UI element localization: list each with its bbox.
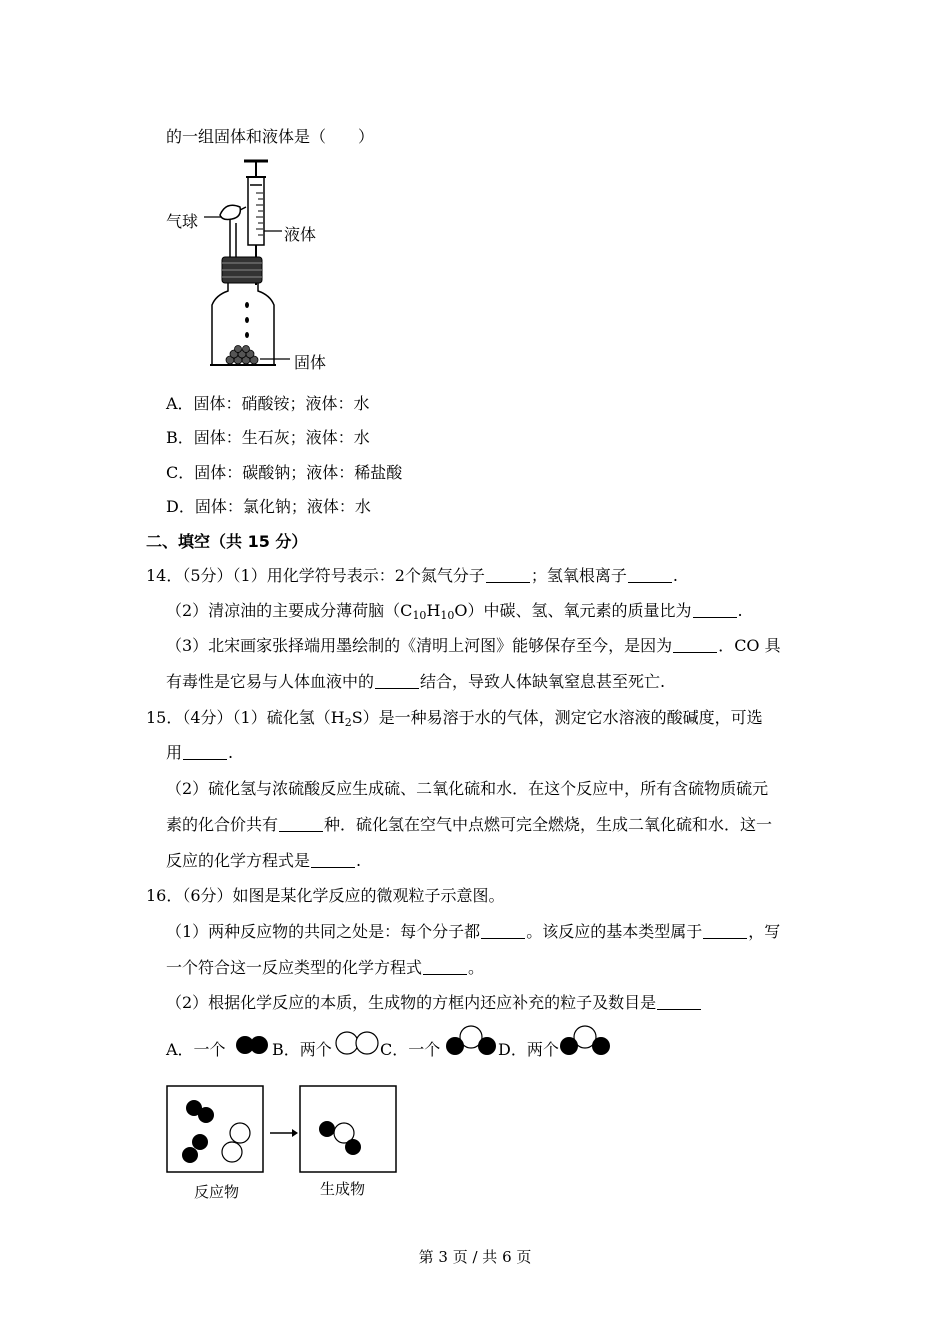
q14-line2: （2）清凉油的主要成分薄荷脑$(C_{10}H_{10}O)$中碳、氢、氧元素的质量比为 .	[166, 601, 743, 622]
option-a: A．固体：硝酸铵；液体：水	[166, 394, 370, 413]
q15-line2: 用 .	[166, 743, 234, 762]
label-liquid: 液体	[284, 225, 317, 244]
option-c: C．固体：碳酸钠；液体：稀盐酸	[166, 463, 403, 482]
option-b: B．固体：生石灰；液体：水	[166, 428, 370, 447]
blank[interactable]	[673, 638, 717, 653]
q16-option-c-label: C．一个	[380, 1040, 441, 1059]
q14-line3: （3）北宋画家张择端用墨绘制的《清明上河图》能够保存至今，是因为 ．CO 具	[166, 636, 781, 655]
blank[interactable]	[657, 995, 701, 1010]
q16-option-b-label: B．两个	[272, 1040, 332, 1059]
q16-line2: （1）两种反应物的共同之处是：每个分子都 。该反应的基本类型属于 ，写	[166, 922, 781, 941]
option-d: D．固体：氯化钠；液体：水	[166, 497, 371, 516]
q16-line3: 一个符合这一反应类型的化学方程式 。	[166, 958, 485, 977]
label-solid: 固体	[294, 353, 327, 372]
q15-line1: 15．（4分）（1）硫化氢$(H_2S)$是一种易溶于水的气体，测定它水溶液的酸碱度，可选	[146, 708, 763, 729]
black-white-black-molecule-icon	[558, 1024, 612, 1058]
label-balloon: 气球	[166, 212, 199, 231]
section-heading: 二、填空（共 15 分）	[146, 532, 308, 551]
blank[interactable]	[311, 853, 355, 868]
blank[interactable]	[375, 674, 419, 689]
products-label: 生成物	[320, 1180, 366, 1198]
blank[interactable]	[423, 960, 467, 975]
blank[interactable]	[279, 817, 323, 832]
q16-line4: （2）根据化学反应的本质，生成物的方框内还应补充的粒子及数目是	[166, 993, 702, 1013]
q16-option-a-label: A．一个	[166, 1040, 226, 1059]
blank[interactable]	[481, 924, 525, 939]
two-white-atoms-icon	[334, 1030, 380, 1056]
q15-line5: 反应的化学方程式是 .	[166, 851, 362, 870]
q14-line4: 有毒性是它易与人体血液中的 结合，导致人体缺氧窒息甚至死亡.	[166, 672, 666, 691]
q15-line4: 素的化合价共有 种．硫化氢在空气中点燃可完全燃烧，生成二氧化硫和水．这一	[166, 815, 773, 834]
q14-line1: 14．（5分）（1）用化学符号表示：2个氮气分子 ；氢氧根离子 .	[146, 566, 679, 585]
apparatus-diagram	[160, 155, 360, 375]
page-footer: 第 3 页 / 共 6 页	[418, 1248, 532, 1266]
question-13-tail: 的一组固体和液体是（ ）	[166, 127, 375, 146]
blank[interactable]	[693, 603, 737, 618]
reaction-diagram	[166, 1084, 402, 1176]
q15-line3: （2）硫化氢与浓硫酸反应生成硫、二氧化硫和水．在这个反应中，所有含硫物质硫元	[166, 779, 769, 798]
q16-line1: 16．（6分）如图是某化学反应的微观粒子示意图。	[146, 886, 505, 905]
blank[interactable]	[486, 568, 530, 583]
blank[interactable]	[183, 745, 227, 760]
q16-option-d-label: D．两个	[498, 1040, 559, 1059]
black-white-black-molecule-icon	[444, 1024, 498, 1058]
blank[interactable]	[703, 924, 747, 939]
reactants-label: 反应物	[194, 1183, 240, 1201]
blank[interactable]	[628, 568, 672, 583]
two-black-atoms-icon	[234, 1033, 270, 1057]
